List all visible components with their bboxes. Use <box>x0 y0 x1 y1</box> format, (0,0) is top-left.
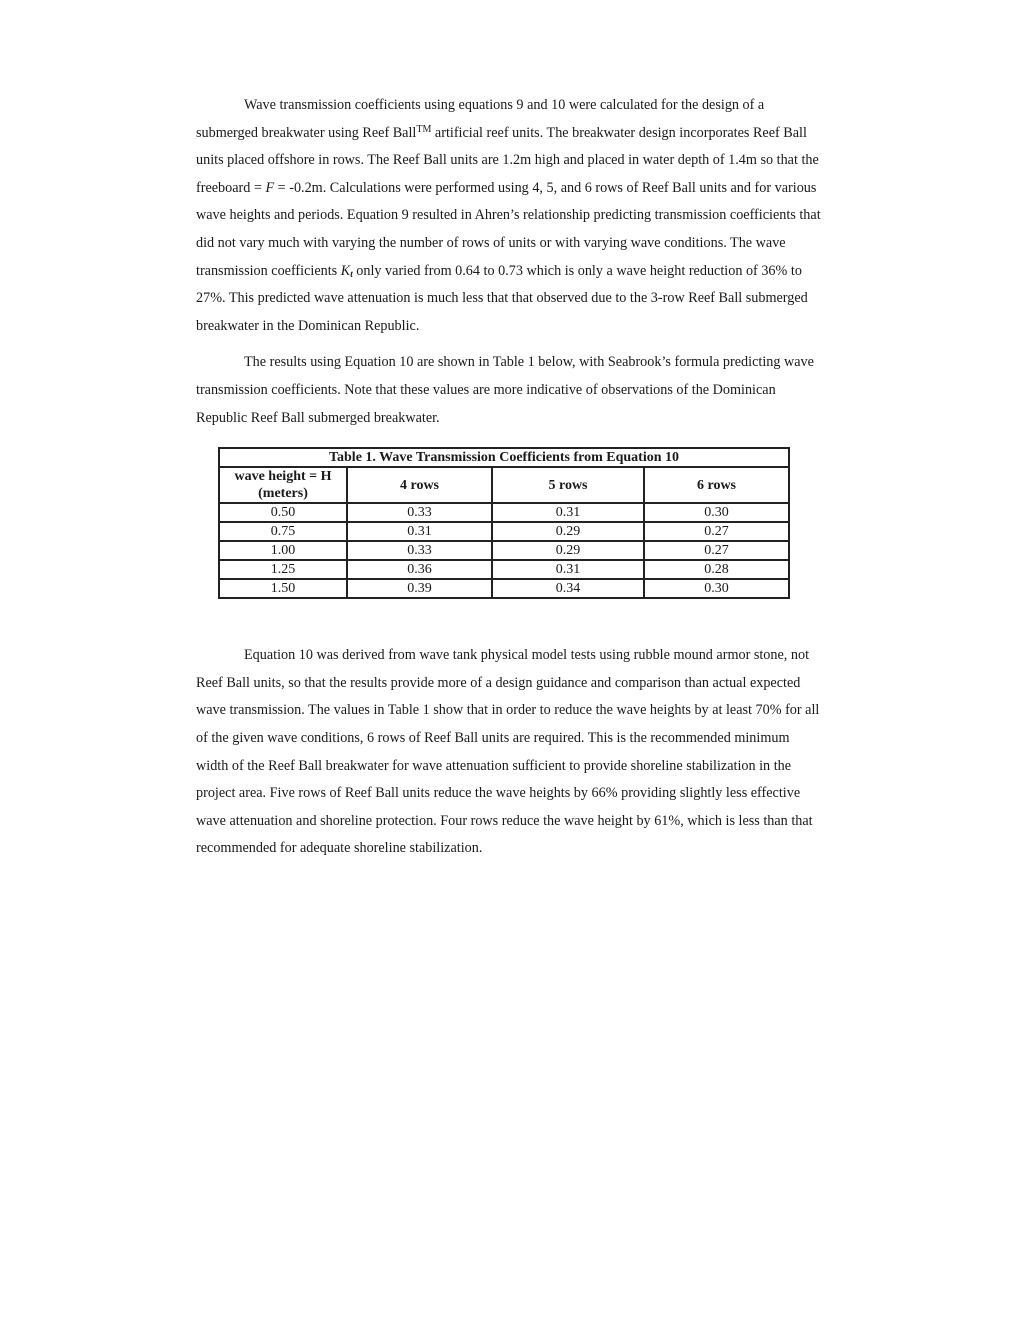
paragraph-1 <box>196 92 822 340</box>
p1-text-c: = -0.2m. Calculations were performed using 4, 5, and 6 rows of Reef Ball units and for various wave heights and periods. Equation 9 resulted in Ahren’s relationship predicting transmission coefficients that did not vary much with varying the number of rows of units or with varying wave conditions. The wave transmission coefficients <box>196 179 821 279</box>
kt-symbol: K <box>340 262 351 279</box>
cell-5-rows: 0.29 <box>492 522 644 541</box>
table-row <box>219 503 789 522</box>
freeboard-symbol: F <box>265 179 275 196</box>
table-caption: Table 1. Wave Transmission Coefficients from Equation 10 <box>219 448 789 467</box>
kt-subscript: t <box>350 268 353 279</box>
cell-wave-height: 1.25 <box>219 560 347 579</box>
cell-wave-height: 1.50 <box>219 579 347 598</box>
table-row <box>219 579 789 598</box>
cell-5-rows: 0.29 <box>492 541 644 560</box>
header-4-rows: 4 rows <box>347 467 492 503</box>
document-page <box>196 92 822 863</box>
paragraph-2: The results using Equation 10 are shown in Table 1 below, with Seabrook’s formula predicting wave transmission coefficients. Note that these values are more indicative of observations of the Dominican Republic Reef Ball submerged breakwater. <box>196 354 814 426</box>
header-6-rows: 6 rows <box>644 467 789 503</box>
transmission-coefficients-table <box>218 447 790 599</box>
cell-5-rows: 0.31 <box>492 503 644 522</box>
p1-text-d: only varied from 0.64 to 0.73 which is only a wave height reduction of 36% to 27%. This predicted wave attenuation is much less that that observed due to the 3-row Reef Ball submerged breakwater in the Dominican Republic. <box>196 262 808 334</box>
trademark-mark: TM <box>416 123 432 135</box>
cell-6-rows: 0.30 <box>644 579 789 598</box>
table-row <box>219 522 789 541</box>
cell-wave-height: 0.75 <box>219 522 347 541</box>
table-row <box>219 560 789 579</box>
cell-4-rows: 0.33 <box>347 503 492 522</box>
p1-text-a: Wave transmission coefficients using equations 9 and 10 were calculated for the design of a submerged breakwater using Reef Ball <box>196 97 765 141</box>
cell-4-rows: 0.33 <box>347 541 492 560</box>
table-row <box>219 541 789 560</box>
header-wave-height: wave height = H (meters) <box>219 467 347 503</box>
cell-6-rows: 0.27 <box>644 541 789 560</box>
cell-wave-height: 0.50 <box>219 503 347 522</box>
cell-4-rows: 0.31 <box>347 522 492 541</box>
cell-wave-height: 1.00 <box>219 541 347 560</box>
cell-5-rows: 0.34 <box>492 579 644 598</box>
paragraph-3: Equation 10 was derived from wave tank physical model tests using rubble mound armor stone, not Reef Ball units, so that the results provide more of a design guidance and comparison than actual expected wave transmission. The values in Table 1 show that in order to reduce the wave heights by at least 70% for all of the given wave conditions, 6 rows of Reef Ball units are required. This is the recommended minimum width of the Reef Ball breakwater for wave attenuation sufficient to provide shoreline stabilization in the project area. Five rows of Reef Ball units reduce the wave heights by 66% providing slightly less effective wave attenuation and shoreline protection. Four rows reduce the wave height by 61%, which is less than that recommended for adequate shoreline stabilization. <box>196 647 820 857</box>
cell-6-rows: 0.28 <box>644 560 789 579</box>
spacer <box>196 599 822 642</box>
cell-6-rows: 0.30 <box>644 503 789 522</box>
cell-5-rows: 0.31 <box>492 560 644 579</box>
cell-6-rows: 0.27 <box>644 522 789 541</box>
cell-4-rows: 0.36 <box>347 560 492 579</box>
cell-4-rows: 0.39 <box>347 579 492 598</box>
header-5-rows: 5 rows <box>492 467 644 503</box>
p1-text-b: artificial reef units. The breakwater design incorporates Reef Ball units placed offshore in rows. The Reef Ball units are 1.2m high and placed in water depth of 1.4m so that the freeboard = <box>196 124 819 196</box>
